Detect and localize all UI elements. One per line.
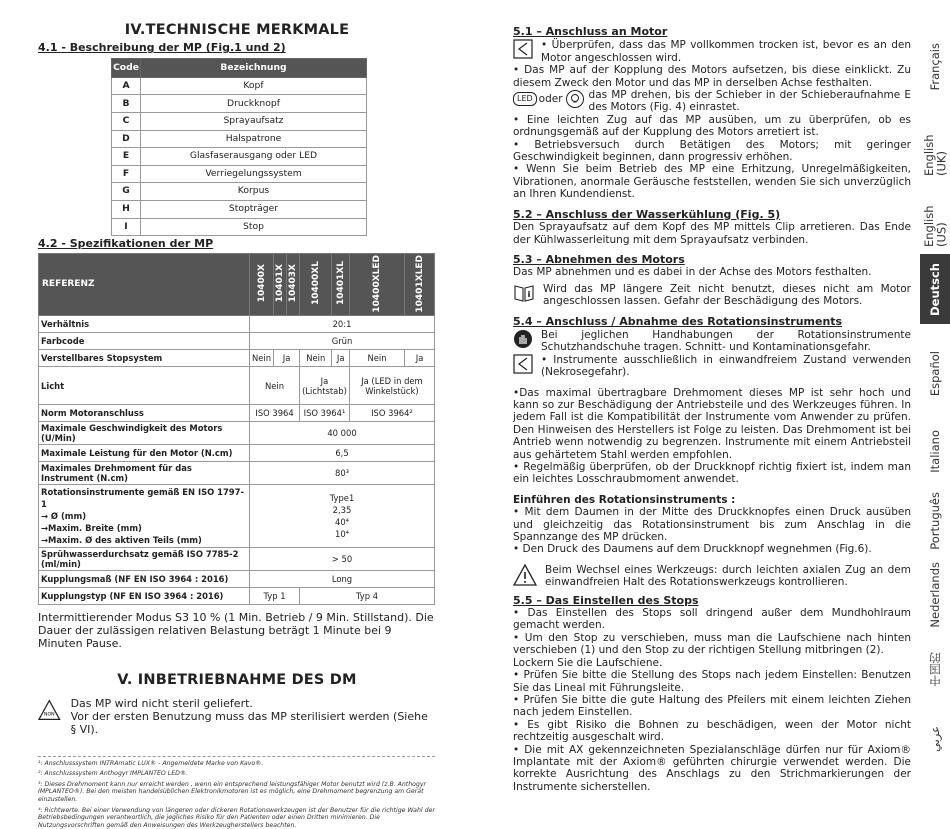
tab-label: Nederlands	[927, 562, 942, 628]
para-54a: Bei jeglichen Handhabungen der Rotationsinstrumente Schutzhandschuhe tragen. Schnitt- und Kontaminationsgefahr.	[541, 328, 911, 354]
svg-text:NON: NON	[43, 712, 55, 718]
spec-table	[38, 253, 435, 606]
code-cell: A	[112, 77, 141, 95]
row-label: Farbcode	[39, 333, 250, 350]
model-col: 10400XL	[300, 253, 332, 316]
para-51e: • Betriebsversuch durch Betätigen des Motors; mit geringer Geschwindigkeit beginnen, dann progressiv erhöhen.	[513, 138, 911, 164]
row-value: Typ 1	[250, 588, 300, 605]
code-cell: H	[112, 200, 141, 218]
designation-cell: Halspatrone	[141, 130, 367, 148]
gloves-icon	[513, 329, 533, 349]
table-row	[112, 148, 367, 166]
model-col: 10400X	[250, 253, 274, 316]
para-51d: • Eine leichten Zug auf das MP ausüben, um zu überprüfen, ob es ordnungsgemäß auf der Kupplung des Motors arretiert ist.	[513, 113, 911, 139]
para-55b: • Um den Stop zu verschieben, muss man die Laufschiene nach hinten verschieben (1) und den Stop zu der richtigen Stellung mitbringen (2).	[513, 631, 911, 657]
table-row	[112, 200, 367, 218]
table-row	[112, 218, 367, 236]
designation-cell: Glasfaserausgang oder LED	[141, 148, 367, 166]
tab-language[interactable]	[920, 488, 950, 554]
designation-cell: Stopträger	[141, 200, 367, 218]
para-52: Den Sprayaufsatz auf dem Kopf des MP mittels Clip arretieren. Das Ende der Kühlwasserleitung mit dem Sprayaufsatz verbinden.	[513, 221, 911, 246]
heading-5-4: 5.4 – Anschluss / Abnahme des Rotationsinstruments	[513, 314, 843, 328]
tab-label: Deutsch	[927, 262, 942, 316]
para-53a: Das MP abnehmen und es dabei in der Achse des Motors festhalten.	[513, 266, 872, 279]
row-value: Nein	[349, 350, 404, 367]
para-51f: • Wenn Sie beim Betrieb des MP eine Erhitzung, Unregelmäßigkeiten, Vibrationen, anormale Geräusche feststellen, wenden Sie sich unverzüglich an Ihren Kundendienst.	[513, 163, 911, 201]
row-value: > 50	[250, 548, 435, 571]
row-value: Long	[250, 571, 435, 588]
tab-language[interactable]	[920, 560, 950, 630]
table-row	[112, 113, 367, 131]
code-cell: B	[112, 95, 141, 113]
footnote-3: ³: Dieses Drehmoment kann nur erreicht werden , wenn ein entsprechend leistungsfähiger Motor benutzt wird (z.B. Anthogyr IMPLANTEO®). Bei den meisten handelsüblichen Elektronikmotoren ist es möglich, eine Drehmoment begrenzung am Gerät einzustellen.	[38, 780, 427, 803]
row-label: Kupplungsmaß (NF EN ISO 3964 : 2016)	[39, 571, 250, 588]
table-row	[112, 95, 367, 113]
designation-cell: Stop	[141, 218, 367, 236]
table-row	[112, 183, 367, 201]
para-54d: • Regelmäßig überprüfen, ob der Druckknopf richtig fixiert ist, indem man ein leichtes Losschraubmoment anwendet.	[513, 461, 911, 486]
row-label: Sprühwasserdurchsatz gemäß ISO 7785-2 (ml/min)	[39, 548, 250, 571]
tab-label: Español	[927, 351, 942, 397]
code-cell: C	[112, 113, 141, 131]
row-value: 80³	[250, 462, 435, 485]
para-53b: Wird das MP längere Zeit nicht benutzt, dieses nicht am Motor angeschlossen lassen. Gefahr der Beschädigung des Motors.	[543, 282, 911, 308]
tab-label: Français	[927, 43, 942, 91]
col-bezeichnung: Bezeichnung	[141, 58, 367, 77]
row-value: Type1 2,35 40⁴ 10⁴	[250, 485, 435, 548]
col-referenz: REFERENZ	[39, 253, 250, 316]
modus-text: Intermittierender Modus S3 10 % (1 Min. Betrieb / 9 Min. Stillstand). Die Dauer der zulässigen relativen Belastung beträgt 1 Minute bei 9 Minuten Pause.	[38, 611, 434, 651]
footnote-1: ¹: Anschlusssystem INTRAmatic LUX® - Angemeldete Marke von Kavo®.	[38, 759, 264, 767]
heading-4-2: 4.2 - Spezifikationen der MP	[38, 237, 214, 251]
designation-cell: Korpus	[141, 183, 367, 201]
row-label: Norm Motoranschluss	[39, 405, 250, 422]
row-value: ISO 3964¹	[300, 405, 350, 422]
non-sterile-warning-icon	[38, 699, 61, 721]
caution-icon	[513, 39, 533, 59]
tab-language[interactable]	[920, 36, 950, 98]
model-col: 10403X	[287, 253, 300, 316]
tab-label: English (US)	[921, 205, 948, 247]
row-value: Ja (LED in dem Winkelstück)	[349, 367, 434, 405]
row-value: Ja (Lichtstab)	[300, 367, 350, 405]
footnote-divider	[38, 756, 435, 757]
footnote-4: ⁴: Richtwerte. Bei einer Verwendung von längeren oder dickeren Rotationswerkzeugen ist der Benutzer für die richtige Wahl der Betriebsbedingungen verantwortlich, die jegliches Risiko für den Patienten oder einen Dritten minimieren. Die Nutzungsvorschriften gemäß den Anweisungen des Werkzeugherstellers beachten.	[38, 806, 435, 829]
model-col: 10401XL	[332, 253, 349, 316]
designation-cell: Sprayaufsatz	[141, 113, 367, 131]
row-label: Licht	[39, 367, 250, 405]
para-51c: das MP drehen, bis der Schieber in der Schieberaufnahme E des Motors (Fig. 4) einrastet.	[588, 89, 911, 114]
row-value: Grün	[250, 333, 435, 350]
row-label: Rotationsinstrumente gemäß EN ISO 1797-1 → Ø (mm) →Maxim. Breite (mm) →Maxim. Ø des aktiven Teils (mm)	[39, 485, 250, 548]
left-page	[38, 24, 436, 829]
row-label: Kupplungstyp (NF EN ISO 3964 : 2016)	[39, 588, 250, 605]
subheading-einfuehren: Einführen des Rotationsinstruments :	[513, 493, 736, 506]
manual-book-icon	[513, 283, 535, 303]
model-col: 10400XLED	[349, 253, 404, 316]
col-code: Code	[112, 58, 141, 77]
row-value: 6,5	[250, 445, 435, 462]
section-title-inbetriebnahme: V. INBETRIEBNAHME DES DM	[117, 672, 357, 689]
right-page	[513, 26, 911, 793]
para-55g: • Die mit AX gekennzeichneten Spezialanschläge dürfen nur für Axiom® Implantate mit der Axiom® geführten chirurgie verwendet werden. Die korrekte Ausrichtung des Anschlags zu den Strichmarkierungen der Instrumente sicherstellen.	[513, 743, 911, 793]
para-54e: • Mit dem Daumen in der Mitte des Druckknopfes einen Druck ausüben und gleichzeitig das Rotationsinstrument bis zum Anschlag in die Spannzange des MP drücken.	[513, 506, 911, 544]
tab-label: English (UK)	[921, 134, 948, 176]
para-55d: • Prüfen Sie bitte die Stellung des Stops nach jedem Einstellen: Benutzen Sie das Lineal mit Führungsleite.	[513, 669, 911, 694]
section-title-technical: IV.TECHNISCHE MERKMALE	[124, 22, 350, 38]
sterile-note	[38, 697, 436, 736]
para-54f: • Den Druck des Daumens auf dem Druckknopf wegnehmen (Fig.6).	[513, 543, 872, 556]
code-cell: I	[112, 218, 141, 236]
row-value: Ja	[332, 350, 349, 367]
para-54g: Beim Wechsel eines Werkzeugs: durch leichten axialen Zug an dem einwandfreien Halt des Rotationswerkzeugs kontrollieren.	[545, 563, 911, 589]
row-value: Typ 4	[300, 588, 435, 605]
row-value: ISO 3964	[250, 405, 300, 422]
tab-language[interactable]	[920, 183, 950, 247]
designation-cell: Verriegelungssystem	[141, 165, 367, 183]
sterile-line-2: Vor der ersten Benutzung muss das MP sterilisiert werden (Siehe § VI).	[70, 709, 428, 736]
row-label: Maximales Drehmoment für das Instrument (N.cm)	[39, 462, 250, 485]
code-cell: E	[112, 148, 141, 166]
tab-label: عربي	[927, 726, 942, 752]
light-bulb-icon	[565, 89, 585, 109]
row-label: Maximale Leistung für den Motor (N.cm)	[39, 445, 250, 462]
tab-language[interactable]	[920, 420, 950, 482]
designation-cell: Kopf	[141, 77, 367, 95]
row-value: Nein	[250, 350, 274, 367]
heading-5-1: 5.1 – Anschluss an Motor	[513, 25, 668, 38]
tab-language[interactable]	[920, 708, 950, 770]
row-value: Nein	[250, 367, 300, 405]
para-54c: •Das maximal übertragbare Drehmoment dieses MP ist sehr hoch und kann so zur Beschädigung der Antriebsteile und des Werkzeuges führen. In jedem Fall ist die Kompatibilität der Instrumente vom Anwender zu prüfen. Den Hinweisen des Herstellers ist Folge zu leisten. Das Drehmoment ist bei Antrieb wenn notwendig zu begrenzen. Instrumente mit einem Antriebsteil aus gehärtetem Stahl werden empfohlen.	[513, 386, 911, 461]
row-value: 20:1	[250, 316, 435, 333]
tab-label: 中国的	[927, 651, 942, 687]
row-value: Ja	[274, 350, 300, 367]
led-badge: LED	[513, 92, 537, 106]
para-55e: • Prüfen Sie bitte die gute Haltung des Pfeilers mit einem leichten Ziehen nach jedem Einstellen.	[513, 693, 911, 719]
row-value: ISO 3964²	[349, 405, 434, 422]
table-row	[112, 165, 367, 183]
designation-cell: Druckknopf	[141, 95, 367, 113]
para-54b: • Instrumente ausschließlich in einwandfreiem Zustand verwenden (Nekrosegefahr).	[541, 353, 911, 379]
para-51b: • Das MP auf der Kopplung des Motors aufsetzen, bis diese einklickt. Zu diesem Zweck den Motor und das MP in derselben Achse festhalten.	[513, 64, 911, 89]
para-55c: Lockern Sie die Laufschiene.	[513, 656, 663, 669]
row-label: Verstellbares Stopsystem	[39, 350, 250, 367]
tab-language[interactable]	[920, 640, 950, 698]
heading-5-5: 5.5 – Das Einstellen des Stops	[513, 593, 699, 607]
svg-text:i: i	[527, 289, 531, 299]
row-label: Maximale Geschwindigkeit des Motors (U/Min)	[39, 422, 250, 445]
tab-language[interactable]	[920, 338, 950, 410]
tab-language[interactable]	[920, 108, 950, 176]
sterile-line-1: Das MP wird nicht steril geliefert.	[70, 696, 253, 710]
row-value: Nein	[300, 350, 332, 367]
description-table	[111, 58, 367, 236]
heading-5-3: 5.3 – Abnehmen des Motors	[513, 252, 685, 266]
row-value: 40 000	[250, 422, 435, 445]
oder-text: oder	[538, 92, 563, 105]
row-value: Ja	[405, 350, 435, 367]
heading-5-2: 5.2 – Anschluss der Wasserkühlung (Fig. 5)	[513, 207, 781, 221]
model-col: 10401X	[274, 253, 287, 316]
model-col: 10401XLED	[405, 253, 435, 316]
para-55a: • Das Einstellen des Stops soll dringend außer dem Mundhohlraum gemacht werden.	[513, 607, 911, 632]
table-row	[112, 130, 367, 148]
para-51a: • Überprüfen, dass das MP vollkommen trocken ist, bevor es an den Motor angeschlossen wird.	[541, 39, 911, 64]
footnote-2: ²: Anschlusssystem Anthogyr IMPLANTEO LED®.	[38, 770, 189, 778]
table-row	[112, 77, 367, 95]
tab-label: Português	[927, 492, 942, 550]
code-cell: D	[112, 130, 141, 148]
heading-4-1: 4.1 - Beschreibung der MP (Fig.1 und 2)	[38, 41, 286, 55]
row-label: Verhältnis	[39, 316, 250, 333]
para-55f: • Es gibt Risiko die Bohnen zu beschädigen, ween der Motor nicht rechtzeitig ausgeschalt wird.	[513, 718, 911, 744]
code-cell: G	[112, 183, 141, 201]
tab-label: Italiano	[927, 429, 942, 473]
warning-triangle-icon	[513, 564, 537, 586]
caution-icon	[513, 354, 533, 374]
code-cell: F	[112, 165, 141, 183]
tab-language[interactable]	[920, 254, 950, 324]
